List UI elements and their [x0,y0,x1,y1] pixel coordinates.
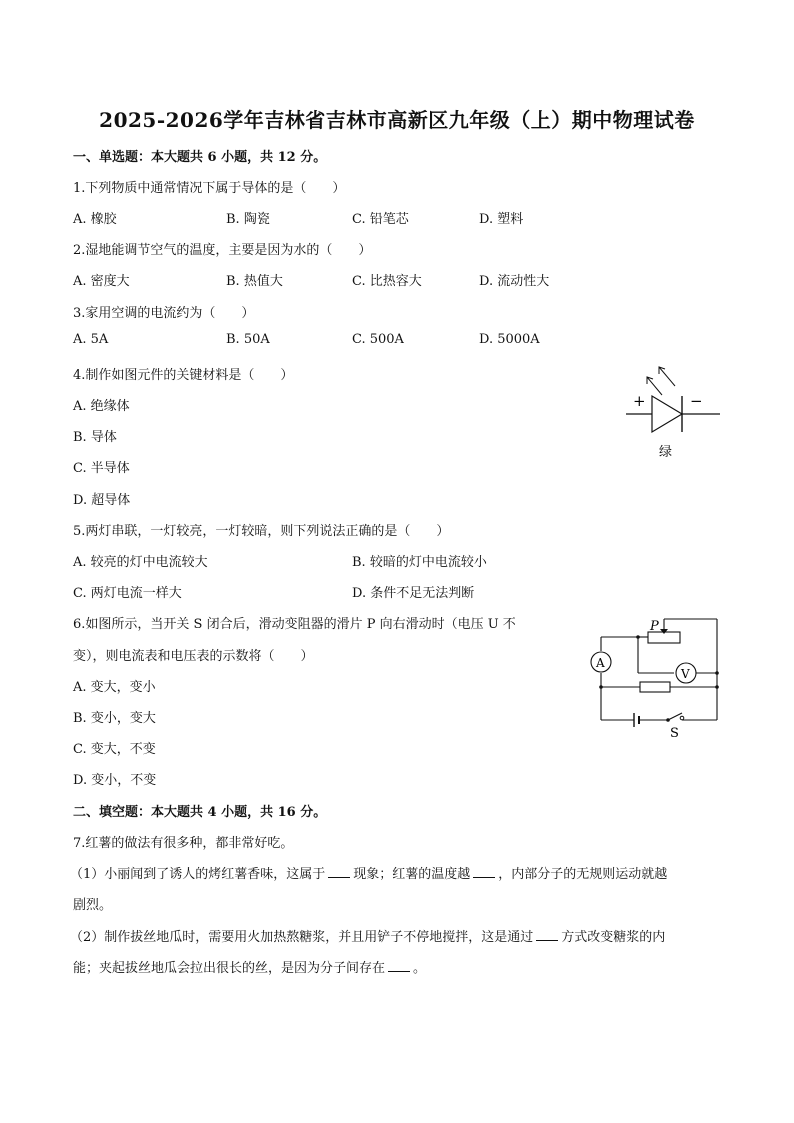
question-7-stem: 7.红薯的做法有很多种，都非常好吃。 [73,836,294,851]
answer-blank[interactable] [388,959,410,972]
light-arrow-2 [659,367,675,386]
question-6-option-c[interactable]: C. 变大，不变 [73,742,156,757]
question-1-stem: 1.下列物质中通常情况下属于导体的是（ ） [73,181,346,196]
question-3-option-b[interactable]: B. 50A [226,332,270,347]
q7-p2-text-c: 能；夹起拔丝地瓜会拉出很长的丝，是因为分子间存在 [73,961,386,976]
question-1-option-a[interactable]: A. 橡胶 [73,212,117,227]
question-5-option-b[interactable]: B. 较暗的灯中电流较小 [352,555,487,570]
question-1-option-d[interactable]: D. 塑料 [479,212,524,227]
q7-p2-text-b: 方式改变糖浆的内 [561,930,666,945]
q7-p2-text-a: （2）制作拔丝地瓜时，需要用火加热熬糖浆，并且用铲子不停地搅拌，这是通过 [70,930,534,945]
question-3-option-d[interactable]: D. 5000A [479,332,540,347]
minus-sign: − [690,392,703,410]
question-1-option-c[interactable]: C. 铅笔芯 [352,212,409,227]
question-6-stem-line-2: 变），则电流表和电压表的示数将（ ） [73,649,314,664]
q7-p1-text-b: 现象；红薯的温度越 [353,867,471,882]
question-7-part-2-line-2 [73,957,426,976]
fixed-resistor [640,682,670,692]
light-arrow-1 [647,377,662,395]
question-6-stem-line-1: 6.如图所示，当开关 S 闭合后，滑动变阻器的滑片 P 向右滑动时（电压 U 不 [73,617,516,632]
ammeter-label: A [596,656,605,670]
switch-blade [668,713,682,720]
q7-p2-text-d: 。 [413,961,427,976]
question-2-option-d[interactable]: D. 流动性大 [479,274,550,289]
question-5-option-a[interactable]: A. 较亮的灯中电流较大 [73,555,208,570]
question-3-stem: 3.家用空调的电流约为（ ） [73,306,255,321]
junction-dot [599,685,603,689]
voltmeter-label: V [681,667,690,681]
question-5-stem: 5.两灯串联，一灯较亮，一灯较暗，则下列说法正确的是（ ） [73,524,450,539]
led-diagram [622,362,726,462]
question-7-part-1-line-1 [70,863,667,882]
plus-sign: + [633,392,646,410]
answer-blank[interactable] [473,865,495,878]
junction-dot [636,635,640,639]
switch-contact [680,716,684,720]
question-2-stem: 2.湿地能调节空气的温度，主要是因为水的（ ） [73,243,372,258]
switch-pivot [666,718,670,722]
question-1-option-b[interactable]: B. 陶瓷 [226,212,270,227]
question-2-option-c[interactable]: C. 比热容大 [352,274,422,289]
question-2-option-a[interactable]: A. 密度大 [73,274,130,289]
question-4-option-c[interactable]: C. 半导体 [73,461,130,476]
question-4-option-a[interactable]: A. 绝缘体 [73,399,130,414]
answer-blank[interactable] [328,865,350,878]
slider-label: P [650,619,659,634]
switch-label: S [670,726,679,741]
answer-blank[interactable] [536,928,558,941]
question-5-option-c[interactable]: C. 两灯电流一样大 [73,586,182,601]
junction-dot [715,685,719,689]
question-4-option-d[interactable]: D. 超导体 [73,493,131,508]
question-6-option-a[interactable]: A. 变大，变小 [73,680,156,695]
section-heading-fill-blank: 二、填空题：本大题共 4 小题，共 16 分。 [73,805,327,820]
question-7-part-1-line-2: 剧烈。 [73,898,113,913]
section-heading-single-choice: 一、单选题：本大题共 6 小题，共 12 分。 [73,150,327,165]
question-2-option-b[interactable]: B. 热值大 [226,274,283,289]
led-triangle [652,396,682,432]
led-caption: 绿 [659,445,673,460]
question-4-stem: 4.制作如图元件的关键材料是（ ） [73,368,294,383]
question-3-option-c[interactable]: C. 500A [352,332,404,347]
question-3-option-a[interactable]: A. 5A [73,332,109,347]
question-4-option-b[interactable]: B. 导体 [73,430,117,445]
question-6-option-b[interactable]: B. 变小，变大 [73,711,156,726]
q7-p1-text-c: ，内部分子的无规则运动就越 [498,867,668,882]
circuit-diagram [586,612,726,742]
exam-title: 2025-2026学年吉林省吉林市高新区九年级（上）期中物理试卷 [99,108,695,132]
junction-dot [715,671,719,675]
question-7-part-2-line-1 [70,926,665,945]
q7-p1-text-a: （1）小丽闻到了诱人的烤红薯香味，这属于 [70,867,326,882]
question-5-option-d[interactable]: D. 条件不足无法判断 [352,586,475,601]
question-6-option-d[interactable]: D. 变小，不变 [73,773,157,788]
